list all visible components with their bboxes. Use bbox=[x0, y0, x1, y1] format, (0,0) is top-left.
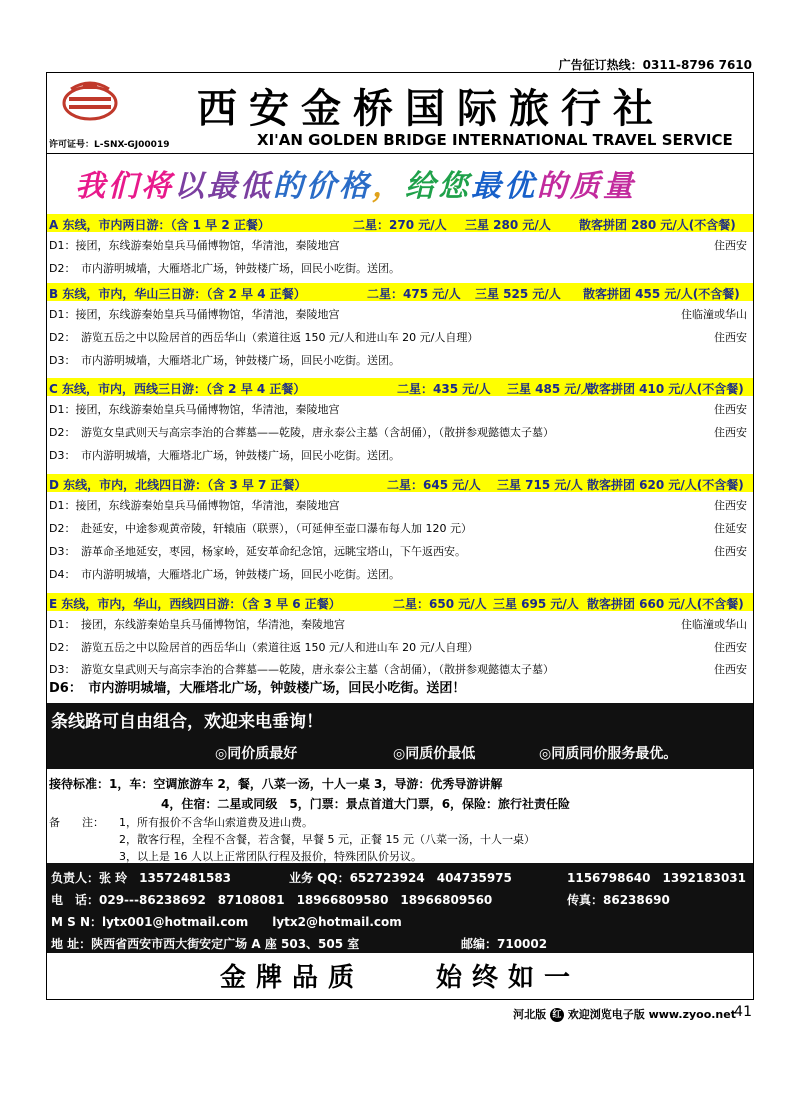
note-item: 2，散客行程，全程不含餐，若含餐，早餐 5 元，正餐 15 元（八菜一汤，十人一桌） bbox=[119, 833, 535, 846]
route-b bbox=[47, 283, 753, 370]
route-d bbox=[47, 474, 753, 584]
contact-address: 地 址：陕西省西安市西大街安定广场 A 座 503、505 室 bbox=[51, 937, 360, 951]
note-item: 1，所有报价不含华山索道费及进山费。 bbox=[119, 816, 313, 829]
price-two-star: 二星：475 元/人 bbox=[367, 287, 461, 301]
price-two-star: 二星：645 元/人 bbox=[387, 478, 481, 492]
itinerary-day: D1：接团，东线游秦始皇兵马俑博物馆，华清池，秦陵地宫 住西安 bbox=[49, 239, 747, 252]
travel-ad-frame bbox=[46, 72, 754, 1000]
route-header bbox=[47, 283, 753, 301]
quality-item: ◎同质价最低 bbox=[393, 746, 476, 762]
contact-block bbox=[47, 863, 753, 953]
price-group: 散客拼团 660 元/人(不含餐) bbox=[587, 597, 744, 611]
itinerary-day: D1：接团，东线游秦始皇兵马俑博物馆，华清池，秦陵地宫 住临潼或华山 bbox=[49, 308, 747, 321]
combo-text: 条线路可自由组合，欢迎来电垂询！ bbox=[51, 712, 323, 732]
route-header bbox=[47, 378, 753, 396]
itinerary-day: D2： 赴延安，中途参观黄帝陵，轩辕庙（联票），（可延伸至壶口瀑布每人加 120 元） 住延安 bbox=[49, 522, 747, 535]
price-group: 散客拼团 620 元/人(不含餐) bbox=[587, 478, 744, 492]
footer-text: 欢迎浏览电子版 www.zyoo.net bbox=[567, 1008, 736, 1021]
itinerary-day: D3： 市内游明城墙，大雁塔北广场，钟鼓楼广场，回民小吃街。送团。 bbox=[49, 449, 400, 462]
contact-mobiles: 1156798640 1392183031 bbox=[567, 871, 746, 885]
itinerary-day: D2： 游览五岳之中以险居首的西岳华山（索道往返 150 元/人和进山车 20 元/人自理） 住西安 bbox=[49, 641, 747, 654]
quality-item: ◎同质同价服务最优。 bbox=[539, 746, 678, 762]
contact-fax: 传真：86238690 bbox=[567, 893, 670, 907]
agency-cn-name: 西安金桥国际旅行社 bbox=[197, 86, 665, 132]
route-a bbox=[47, 214, 753, 278]
license-number: 许可证号：L-SNX-GJ00019 bbox=[49, 140, 170, 150]
route-header bbox=[47, 214, 753, 232]
contact-person: 负责人：张 玲 13572481583 bbox=[51, 871, 232, 885]
itinerary-day: D3： 游览女皇武则天与高宗李治的合葬墓——乾陵，唐永泰公主墓（含胡俑），（散拼参观懿德太子墓） 住西安 bbox=[49, 663, 747, 676]
combo-banner bbox=[47, 703, 753, 769]
contact-qq: 业务 QQ：652723924 404735975 bbox=[289, 871, 512, 885]
slogan-banner: 我们将以最低的价格，给您最优的质量 bbox=[75, 169, 636, 204]
price-three-star: 三星 525 元/人 bbox=[475, 287, 561, 301]
price-group: 散客拼团 410 元/人(不含餐) bbox=[587, 382, 744, 396]
route-title: C 东线，市内，西线三日游：（含 2 早 4 正餐） bbox=[49, 382, 306, 396]
route-title: D 东线，市内，北线四日游：（含 3 早 7 正餐） bbox=[49, 478, 307, 492]
route-header bbox=[47, 593, 753, 611]
itinerary-day: D4： 市内游明城墙，大雁塔北广场，钟鼓楼广场，回民小吃街。送团。 bbox=[49, 568, 400, 581]
price-two-star: 二星：270 元/人 bbox=[353, 218, 447, 232]
edition-label: 河北版 bbox=[513, 1008, 547, 1021]
price-two-star: 二星：650 元/人 bbox=[393, 597, 487, 611]
agency-logo-icon bbox=[59, 79, 121, 123]
itinerary-day: D3： 游革命圣地延安，枣园，杨家岭，延安革命纪念馆，远眺宝塔山，下午返西安。 住西安 bbox=[49, 545, 747, 558]
price-three-star: 三星 715 元/人 bbox=[497, 478, 583, 492]
price-three-star: 三星 280 元/人 bbox=[465, 218, 551, 232]
note-item: 3，以上是 16 人以上正常团队行程及报价，特殊团队价另议。 bbox=[119, 850, 422, 863]
itinerary-day: D1：接团，东线游秦始皇兵马俑博物馆，华清池，秦陵地宫 住西安 bbox=[49, 403, 747, 416]
standards-line: 接待标准：1，车：空调旅游车 2，餐，八菜一汤，十人一桌 3，导游：优秀导游讲解 bbox=[49, 777, 503, 791]
route-e bbox=[47, 593, 753, 696]
route-title: B 东线，市内，华山三日游：（含 2 早 4 正餐） bbox=[49, 287, 306, 301]
price-group: 散客拼团 455 元/人(不含餐) bbox=[583, 287, 740, 301]
route-c bbox=[47, 378, 753, 465]
route-title: E 东线，市内，华山，西线四日游：（含 3 早 6 正餐） bbox=[49, 597, 341, 611]
itinerary-day: D3： 市内游明城墙，大雁塔北广场，钟鼓楼广场，回民小吃街。送团。 bbox=[49, 354, 400, 367]
itinerary-day: D1： 接团，东线游秦始皇兵马俑博物馆，华清池，秦陵地宫 住临潼或华山 bbox=[49, 618, 747, 631]
itinerary-day: D6： 市内游明城墙，大雁塔北广场，钟鼓楼广场，回民小吃街。送团！ bbox=[49, 681, 466, 696]
notes-label: 备 注： bbox=[49, 816, 104, 829]
itinerary-day: D2： 游览女皇武则天与高宗李治的合葬墓——乾陵，唐永泰公主墓（含胡俑），（散拼参观懿德太子墓） 住西安 bbox=[49, 426, 747, 439]
contact-phone: 电 话：029---86238692 87108081 18966809580 18966809560 bbox=[51, 893, 493, 907]
price-two-star: 二星：435 元/人 bbox=[397, 382, 491, 396]
contact-msn: M S N：lytx001@hotmail.com lytx2@hotmail.com bbox=[51, 915, 402, 929]
route-header bbox=[47, 474, 753, 492]
standards-line: 4，住宿：二星或同级 5，门票：景点首道大门票，6，保险：旅行社责任险 bbox=[161, 797, 571, 811]
page-number: 41 bbox=[734, 1004, 752, 1020]
itinerary-day: D1：接团，东线游秦始皇兵马俑博物馆，华清池，秦陵地宫 住西安 bbox=[49, 499, 747, 512]
itinerary-day: D2： 游览五岳之中以险居首的西岳华山（索道往返 150 元/人和进山车 20 元/人自理） 住西安 bbox=[49, 331, 747, 344]
header-divider bbox=[47, 153, 753, 154]
contact-zip: 邮编：710002 bbox=[461, 937, 548, 951]
price-three-star: 三星 485 元/人 bbox=[507, 382, 593, 396]
price-three-star: 三星 695 元/人 bbox=[493, 597, 579, 611]
agency-en-name: XI'AN GOLDEN BRIDGE INTERNATIONAL TRAVEL SERVICE bbox=[257, 131, 733, 149]
quality-item: ◎同价质最好 bbox=[215, 746, 298, 762]
price-group: 散客拼团 280 元/人(不含餐) bbox=[579, 218, 736, 232]
ad-hotline: 广告征订热线：0311-8796 7610 bbox=[558, 58, 752, 72]
route-title: A 东线，市内两日游：（含 1 早 2 正餐） bbox=[49, 218, 270, 232]
itinerary-day: D2： 市内游明城墙，大雁塔北广场，钟鼓楼广场，回民小吃街。送团。 bbox=[49, 262, 400, 275]
edition-badge-icon: 红 bbox=[550, 1008, 564, 1022]
page-footer bbox=[513, 1006, 736, 1022]
brand-slogan: 金牌品质 始终如一 bbox=[219, 963, 580, 993]
